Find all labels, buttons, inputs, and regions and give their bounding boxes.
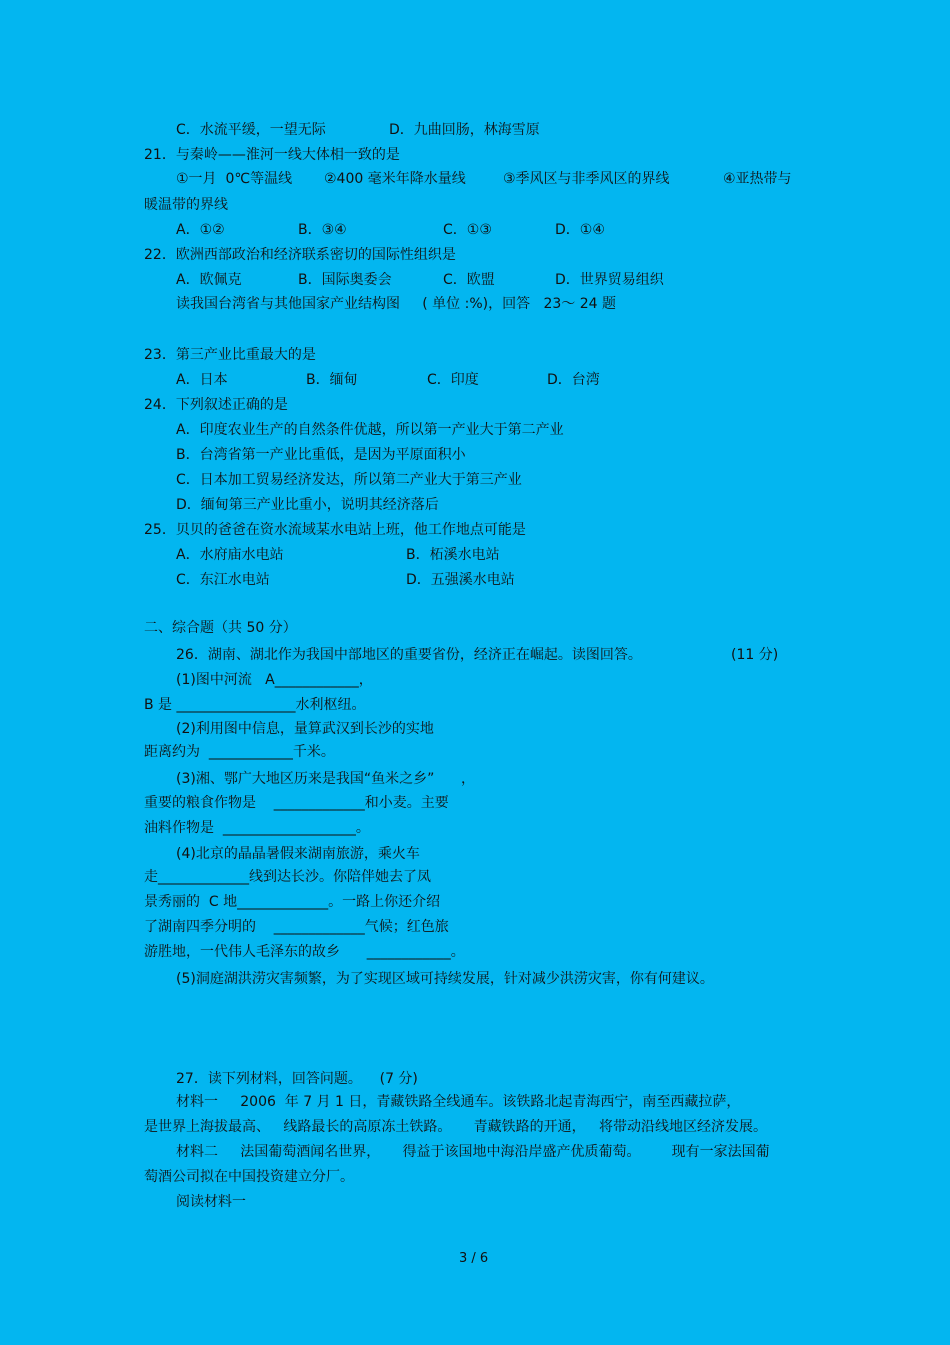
question-22: 22．欧洲西部政治和经济联系密切的国际性组织是	[144, 247, 456, 263]
q26-part-4-cont: 走_____________线到达长沙。你陪伴她去了凤	[144, 869, 431, 885]
q21-option-d: D．①④	[555, 222, 605, 238]
section-heading: 二、综合题（共 50 分）	[144, 620, 297, 636]
page-number: 3 / 6	[459, 1251, 489, 1266]
q24-option-b: B．台湾省第一产业比重低，是因为平原面积小	[176, 447, 466, 463]
q26-part-1-cont: B 是 _________________水利枢纽。	[144, 697, 366, 713]
q21-item-2: ②400 毫米年降水量线	[324, 171, 466, 187]
q26-part-4-cont3: 了湖南四季分明的 _____________气候；红色旅	[144, 919, 449, 935]
q26-part-2-cont: 距离约为 ____________千米。	[144, 744, 335, 760]
q21-option-b: B．③④	[298, 222, 347, 238]
q23-option-c: C．印度	[427, 372, 479, 388]
material-2: 材料二 法国葡萄酒闻名世界， 得益于该国地中海沿岸盛产优质葡萄。 现有一家法国葡	[176, 1144, 770, 1160]
material-2-cont: 萄酒公司拟在中国投资建立分厂。	[144, 1169, 354, 1185]
question-27: 27．读下列材料，回答问题。 (7 分)	[176, 1071, 418, 1087]
q26-part-3-cont2: 油料作物是 ___________________。	[144, 820, 370, 836]
question-21: 21．与秦岭——淮河一线大体相一致的是	[144, 147, 400, 163]
question-26: 26．湖南、湖北作为我国中部地区的重要省份，经济正在崛起。读图回答。	[176, 647, 642, 663]
q20-option-d: D．九曲回肠，林海雪原	[389, 122, 540, 138]
q21-item-1: ①一月 0℃等温线	[176, 171, 293, 187]
q21-item-4-cont: 暖温带的界线	[144, 197, 228, 213]
q25-option-c: C．东江水电站	[176, 572, 270, 588]
q26-part-3-cont: 重要的粮食作物是 _____________和小麦。主要	[144, 795, 449, 811]
q26-part-4-cont4: 游胜地，一代伟人毛泽东的故乡 ____________。	[144, 944, 465, 960]
question-24: 24．下列叙述正确的是	[144, 397, 288, 413]
q23-option-a: A．日本	[176, 372, 228, 388]
material-1-cont: 是世界上海拔最高、 线路最长的高原冻土铁路。 青藏铁路的开通， 将带动沿线地区经济发展。	[144, 1119, 767, 1135]
q26-part-1: (1)图中河流 A____________，	[176, 672, 373, 688]
q21-item-4: ④亚热带与	[723, 171, 792, 187]
q24-option-d: D．缅甸第三产业比重小，说明其经济落后	[176, 497, 439, 513]
material-1: 材料一 2006 年 7 月 1 日，青藏铁路全线通车。该铁路北起青海西宁，南至西藏拉萨，	[176, 1094, 741, 1110]
q21-option-c: C．①③	[443, 222, 492, 238]
q23-option-b: B．缅甸	[306, 372, 358, 388]
q26-part-4: (4)北京的晶晶暑假来湖南旅游，乘火车	[176, 846, 420, 862]
q24-option-c: C．日本加工贸易经济发达，所以第二产业大于第三产业	[176, 472, 522, 488]
chart-instruction: 读我国台湾省与其他国家产业结构图 ( 单位 :%)，回答 23～ 24 题	[176, 296, 616, 312]
q26-part-4-cont2: 景秀丽的 C 地_____________。一路上你还介绍	[144, 894, 441, 910]
read-material-1: 阅读材料一	[176, 1194, 246, 1210]
q26-part-3: (3)湘、鄂广大地区历来是我国“鱼米之乡” ，	[176, 771, 476, 787]
q22-option-b: B．国际奥委会	[298, 272, 392, 288]
question-25: 25．贝贝的爸爸在资水流域某水电站上班，他工作地点可能是	[144, 522, 526, 538]
q22-option-a: A．欧佩克	[176, 272, 242, 288]
q25-option-d: D．五强溪水电站	[406, 572, 515, 588]
q20-option-c: C．水流平缓，一望无际	[176, 122, 326, 138]
q24-option-a: A．印度农业生产的自然条件优越，所以第一产业大于第二产业	[176, 422, 564, 438]
q21-option-a: A．①②	[176, 222, 225, 238]
q26-part-2: (2)利用图中信息，量算武汉到长沙的实地	[176, 721, 434, 737]
q23-option-d: D．台湾	[547, 372, 600, 388]
q26-part-5: (5)洞庭湖洪涝灾害频繁，为了实现区域可持续发展，针对减少洪涝灾害，你有何建议。	[176, 971, 714, 987]
question-23: 23．第三产业比重最大的是	[144, 347, 316, 363]
q22-option-c: C．欧盟	[443, 272, 495, 288]
q21-item-3: ③季风区与非季风区的界线	[503, 171, 670, 187]
q25-option-a: A．水府庙水电站	[176, 547, 284, 563]
q22-option-d: D．世界贸易组织	[555, 272, 664, 288]
q26-score: (11 分)	[731, 647, 779, 663]
q25-option-b: B．柘溪水电站	[406, 547, 500, 563]
